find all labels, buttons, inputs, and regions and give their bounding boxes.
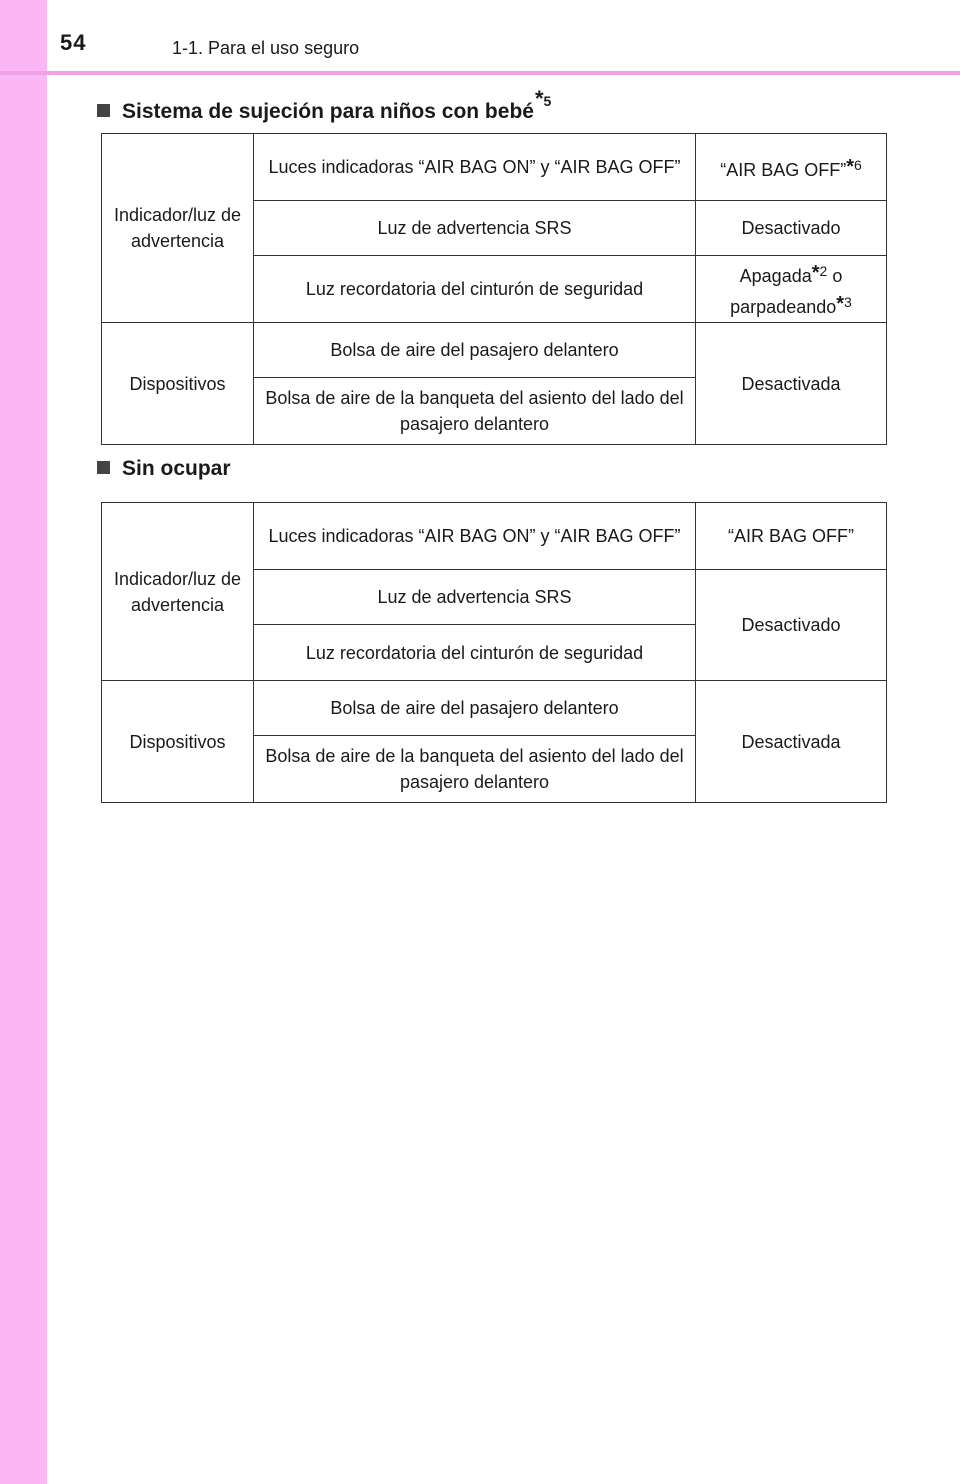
indicator-lights-cell: Luces indicadoras “AIR BAG ON” y “AIR BAG OFF” [254, 503, 696, 570]
side-color-strip [0, 0, 47, 1484]
devices-value-cell: Desactivada [696, 681, 887, 803]
section-heading-unoccupied [97, 457, 231, 481]
cushion-airbag-cell: Bolsa de aire de la banqueta del asiento del lado del pasajero delantero [254, 736, 696, 803]
infant-seat-table [101, 133, 887, 445]
unoccupied-table [101, 502, 887, 803]
indicator-lights-value: “AIR BAG OFF”*$^6$ [696, 134, 887, 201]
warning-value-cell: Desactivado [696, 570, 887, 681]
section-heading-text: Sistema de sujeción para niños con bebé [122, 100, 534, 123]
devices-label-cell: Dispositivos [102, 323, 254, 445]
chapter-title: 1-1. Para el uso seguro [172, 38, 360, 58]
indicator-label-cell: Indicador/luz de advertencia [102, 134, 254, 323]
front-airbag-cell: Bolsa de aire del pasajero delantero [254, 681, 696, 736]
seatbelt-reminder-cell: Luz recordatoria del cinturón de seguridad [254, 256, 696, 323]
seatbelt-reminder-value: Apagada*$^2$ o parpadeando*$^3$ [696, 256, 887, 323]
srs-warning-cell: Luz de advertencia SRS [254, 570, 696, 625]
cushion-airbag-cell: Bolsa de aire de la banqueta del asiento del lado del pasajero delantero [254, 378, 696, 445]
srs-warning-cell: Luz de advertencia SRS [254, 201, 696, 256]
page-number: 54 [60, 30, 87, 55]
indicator-lights-cell: Luces indicadoras “AIR BAG ON” y “AIR BAG OFF” [254, 134, 696, 201]
devices-label-cell: Dispositivos [102, 681, 254, 803]
square-bullet-icon [97, 104, 110, 117]
seatbelt-reminder-cell: Luz recordatoria del cinturón de seguridad [254, 625, 696, 681]
footnote-ref: *5 [534, 86, 552, 111]
header-divider [0, 71, 960, 75]
front-airbag-cell: Bolsa de aire del pasajero delantero [254, 323, 696, 378]
indicator-label-cell: Indicador/luz de advertencia [102, 503, 254, 681]
square-bullet-icon [97, 461, 110, 474]
devices-value-cell: Desactivada [696, 323, 887, 445]
section-heading-text: Sin ocupar [122, 457, 231, 480]
indicator-lights-value: “AIR BAG OFF” [696, 503, 887, 570]
srs-warning-value: Desactivado [696, 201, 887, 256]
section-heading-infant [97, 86, 551, 124]
